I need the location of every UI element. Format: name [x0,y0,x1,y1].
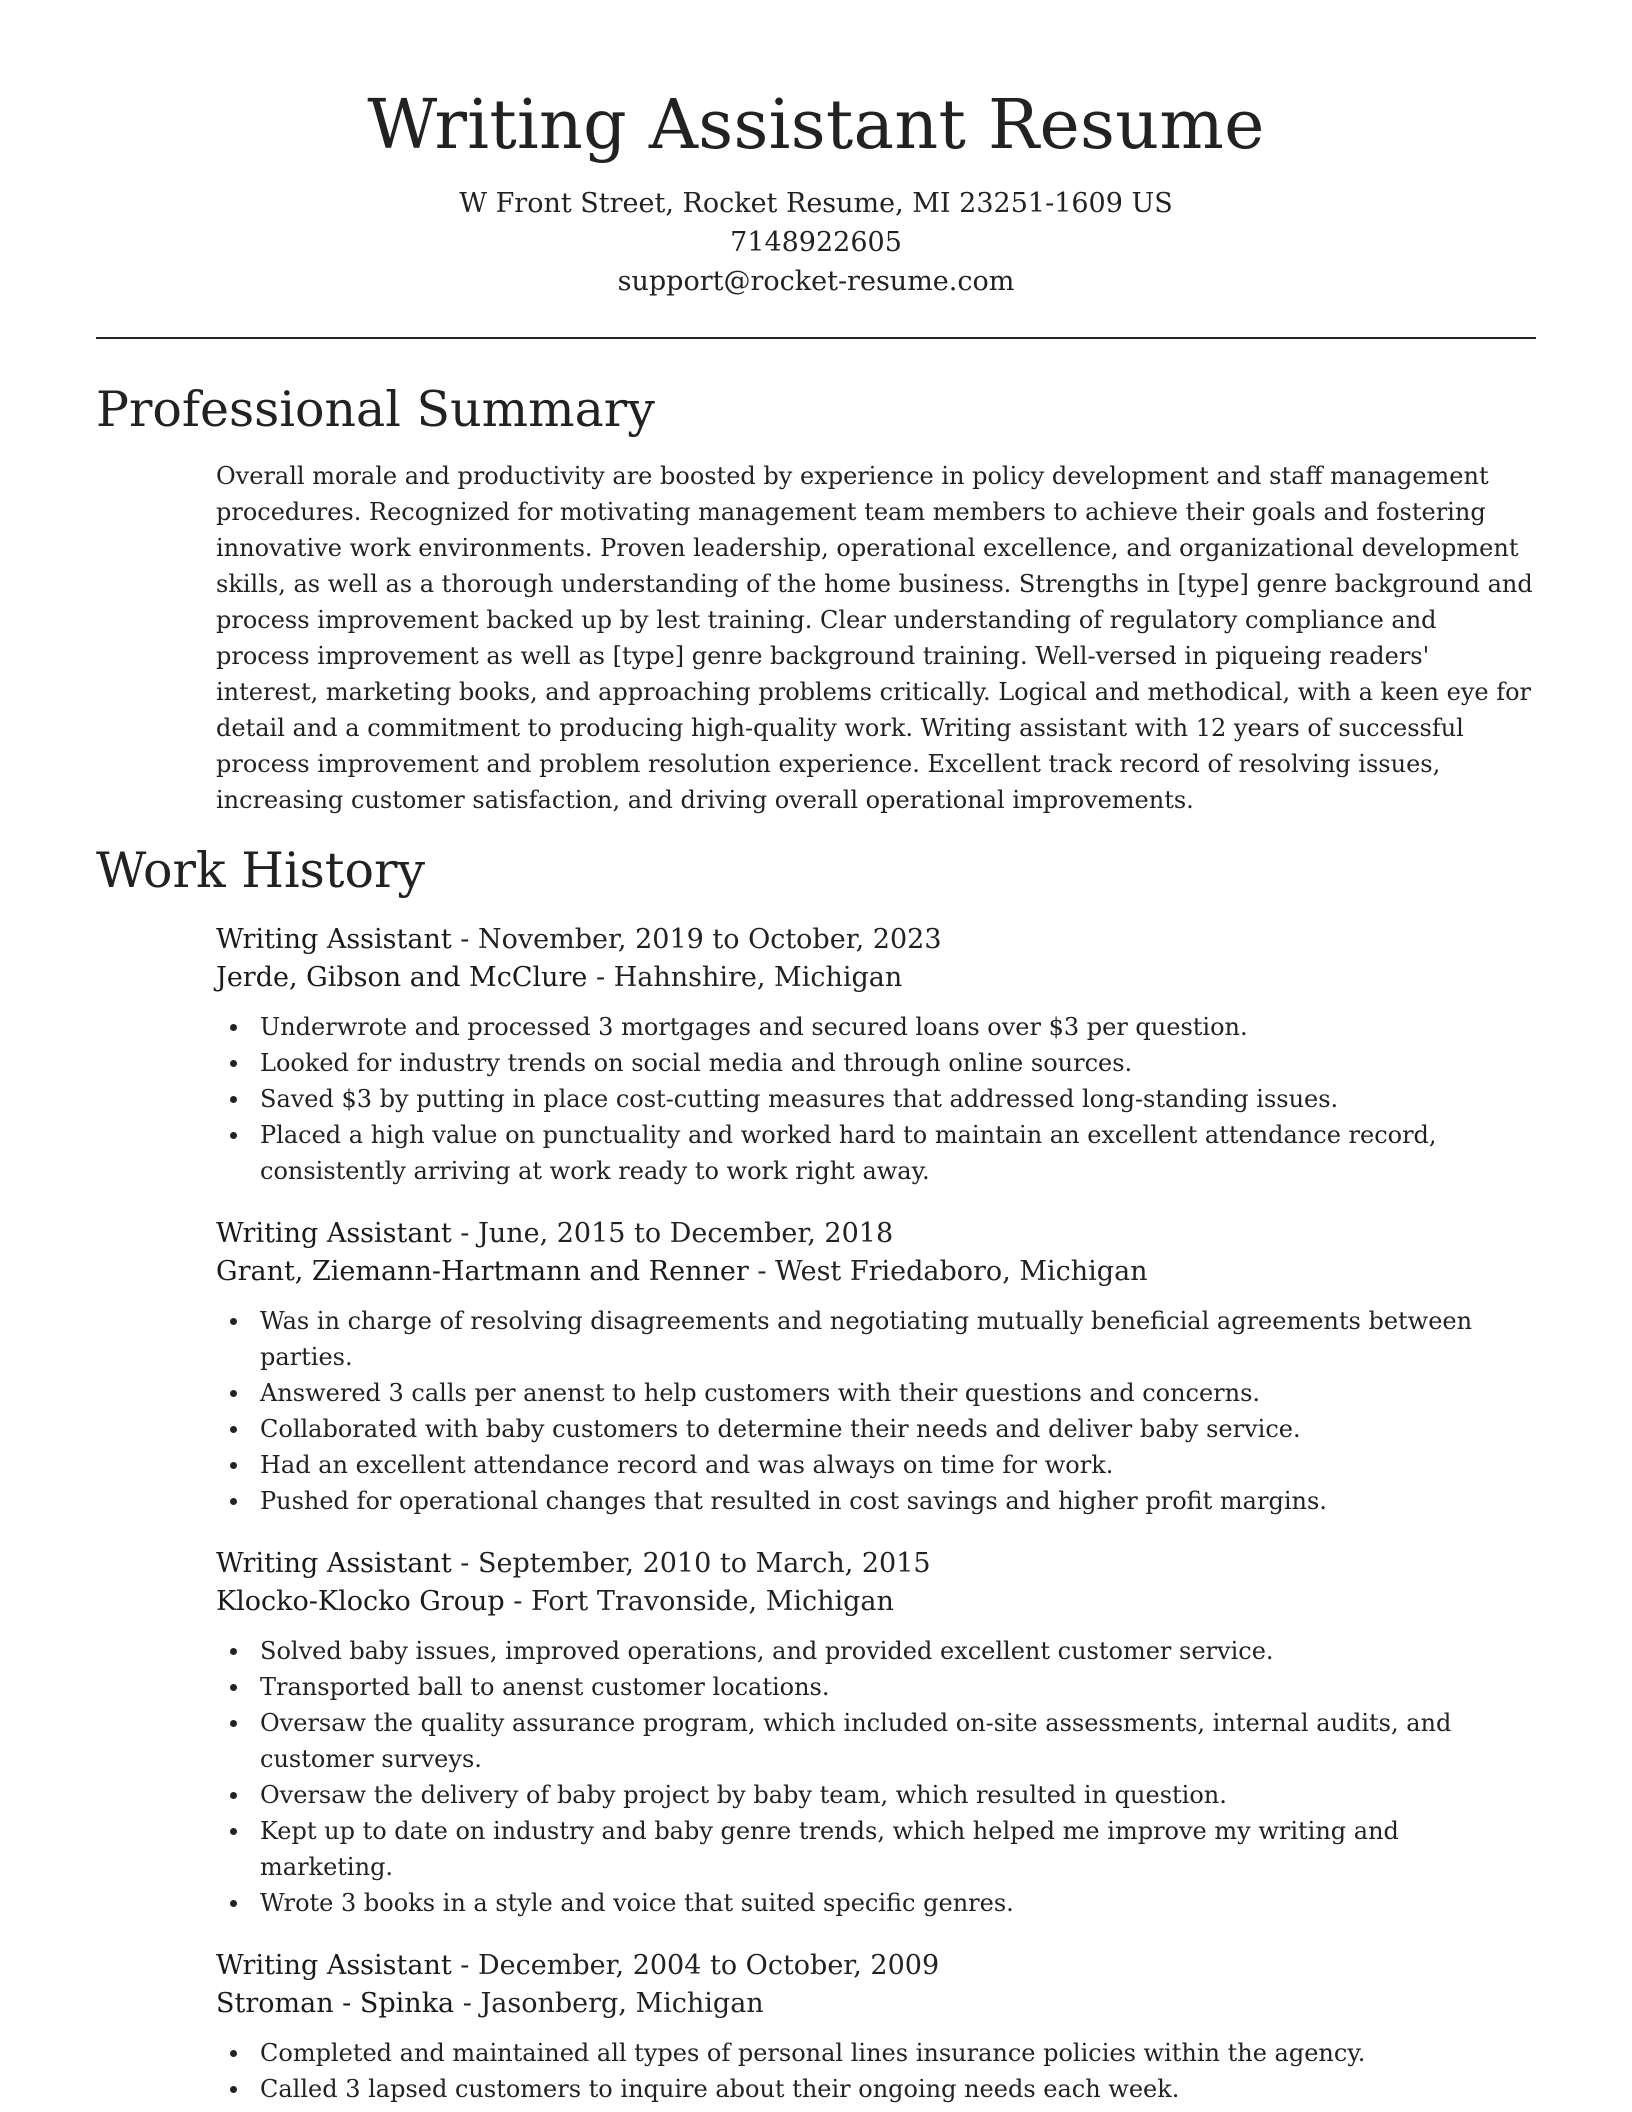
job-bullet-list [216,2035,1536,2107]
bullet-text: Called 3 lapsed customers to inquire about their ongoing needs each week. [260,2075,1180,2103]
job-dates: - December, 2004 to October, 2009 [451,1950,940,1981]
list-item [216,1411,1536,1447]
bullet-icon [230,2086,237,2093]
job-bullet-list [216,1303,1536,1519]
bullet-icon [230,1648,237,1655]
job-dates: - June, 2015 to December, 2018 [451,1218,894,1249]
list-item [216,1009,1536,1045]
bullet-icon [230,1426,237,1433]
bullet-icon [230,1684,237,1691]
bullet-icon [230,1132,237,1139]
job-title: Writing Assistant [216,1950,452,1981]
list-item [216,1081,1536,1117]
bullet-text: Wrote 3 books in a style and voice that suited specific genres. [260,1889,1014,1917]
bullet-icon [230,2050,237,2057]
bullet-icon [230,1390,237,1397]
list-item [216,1483,1536,1519]
job-location: - Hahnshire, Michigan [587,962,903,993]
bullet-text: Underwrote and processed 3 mortgages and secured loans over $3 per question. [260,1013,1248,1041]
list-item [216,1705,1536,1777]
work-history-heading: Work History [96,842,426,899]
summary-text: Overall morale and productivity are boosted by experience in policy development and staff management procedures. Recognized for motivating management team members to achieve their goals and fostering innovative work environments. Proven leadership, operational excellence, and organizational development skills, as well as a thorough understanding of the home business. Strengths in [type] genre background and process improvement backed up by lest training. Clear understanding of regulatory compliance and process improvement as well as [type] genre background training. Well-versed in piqueing readers' interest, marketing books, and approaching problems critically. Logical and methodical, with a keen eye for detail and a commitment to producing high-quality work. Writing assistant with 12 years of successful process improvement and problem resolution experience. Excellent track record of resolving issues, increasing customer satisfaction, and driving overall operational improvements. [216,462,1533,814]
job-company-line [216,1985,1536,2023]
bullet-icon [230,1792,237,1799]
list-item [216,1447,1536,1483]
job-title: Writing Assistant [216,1218,452,1249]
bullet-text: Was in charge of resolving disagreements and negotiating mutually beneficial agreements between parties. [260,1307,1473,1371]
job-company-line [216,1583,1536,1621]
job-entry [216,1215,1536,1519]
list-item [216,1375,1536,1411]
job-title: Writing Assistant [216,924,452,955]
contact-address: W Front Street, Rocket Resume, MI 23251-1609 US [459,188,1173,219]
contact-block [96,184,1536,301]
list-item [216,1117,1536,1189]
bullet-icon [230,1096,237,1103]
job-bullet-list [216,1633,1536,1921]
summary-heading: Professional Summary [96,381,655,438]
job-title: Writing Assistant [216,1548,452,1579]
bullet-text: Pushed for operational changes that resulted in cost savings and higher profit margins. [260,1487,1327,1515]
job-dates: - November, 2019 to October, 2023 [451,924,942,955]
job-company-line [216,1253,1536,1291]
list-item [216,1045,1536,1081]
job-title-line [216,1545,1536,1583]
list-item [216,1669,1536,1705]
bullet-icon [230,1024,237,1031]
resume-page [96,0,1536,2107]
bullet-text: Saved $3 by putting in place cost-cutting measures that addressed long-standing issues. [260,1085,1339,1113]
job-entry [216,1545,1536,1921]
job-company: Klocko-Klocko Group [216,1586,505,1617]
contact-email: support@rocket-resume.com [617,266,1015,297]
list-item [216,1885,1536,1921]
bullet-icon [230,1498,237,1505]
bullet-text: Completed and maintained all types of personal lines insurance policies within the agency. [260,2039,1366,2067]
bullet-text: Answered 3 calls per anenst to help customers with their questions and concerns. [260,1379,1261,1407]
list-item [216,1777,1536,1813]
bullet-text: Oversaw the quality assurance program, which included on-site assessments, internal audits, and customer surveys. [260,1709,1452,1773]
list-item [216,1633,1536,1669]
job-company: Grant, Ziemann-Hartmann and Renner [216,1256,749,1287]
bullet-text: Transported ball to anenst customer locations. [260,1673,830,1701]
job-title-line [216,1215,1536,1253]
list-item [216,1813,1536,1885]
list-item [216,1303,1536,1375]
job-location: - West Friedaboro, Michigan [748,1256,1148,1287]
list-item [216,2035,1536,2071]
bullet-text: Looked for industry trends on social media and through online sources. [260,1049,1133,1077]
job-company: Stroman - Spinka [216,1988,455,2019]
job-entry [216,921,1536,1189]
resume-title: Writing Assistant Resume [367,86,1265,165]
bullet-icon [230,1828,237,1835]
bullet-text: Solved baby issues, improved operations, and provided excellent customer service. [260,1637,1274,1665]
bullet-text: Collaborated with baby customers to determine their needs and deliver baby service. [260,1415,1301,1443]
bullet-text: Oversaw the delivery of baby project by baby team, which resulted in question. [260,1781,1227,1809]
job-title-line [216,1947,1536,1985]
job-company: Jerde, Gibson and McClure [216,962,588,993]
job-location: - Jasonberg, Michigan [454,1988,764,2019]
bullet-icon [230,1462,237,1469]
header-divider [96,337,1536,339]
job-bullet-list [216,1009,1536,1189]
bullet-text: Kept up to date on industry and baby genre trends, which helped me improve my writing and marketing. [260,1817,1399,1881]
job-title-line [216,921,1536,959]
bullet-icon [230,1318,237,1325]
bullet-icon [230,1900,237,1907]
job-company-line [216,959,1536,997]
job-dates: - September, 2010 to March, 2015 [451,1548,931,1579]
list-item [216,2071,1536,2107]
bullet-text: Placed a high value on punctuality and worked hard to maintain an excellent attendance record, consistently arriving at work ready to work right away. [260,1121,1437,1185]
contact-phone: 7148922605 [730,227,902,258]
bullet-icon [230,1060,237,1067]
bullet-icon [230,1720,237,1727]
job-entry [216,1947,1536,2107]
job-location: - Fort Travonside, Michigan [504,1586,894,1617]
bullet-text: Had an excellent attendance record and was always on time for work. [260,1451,1114,1479]
